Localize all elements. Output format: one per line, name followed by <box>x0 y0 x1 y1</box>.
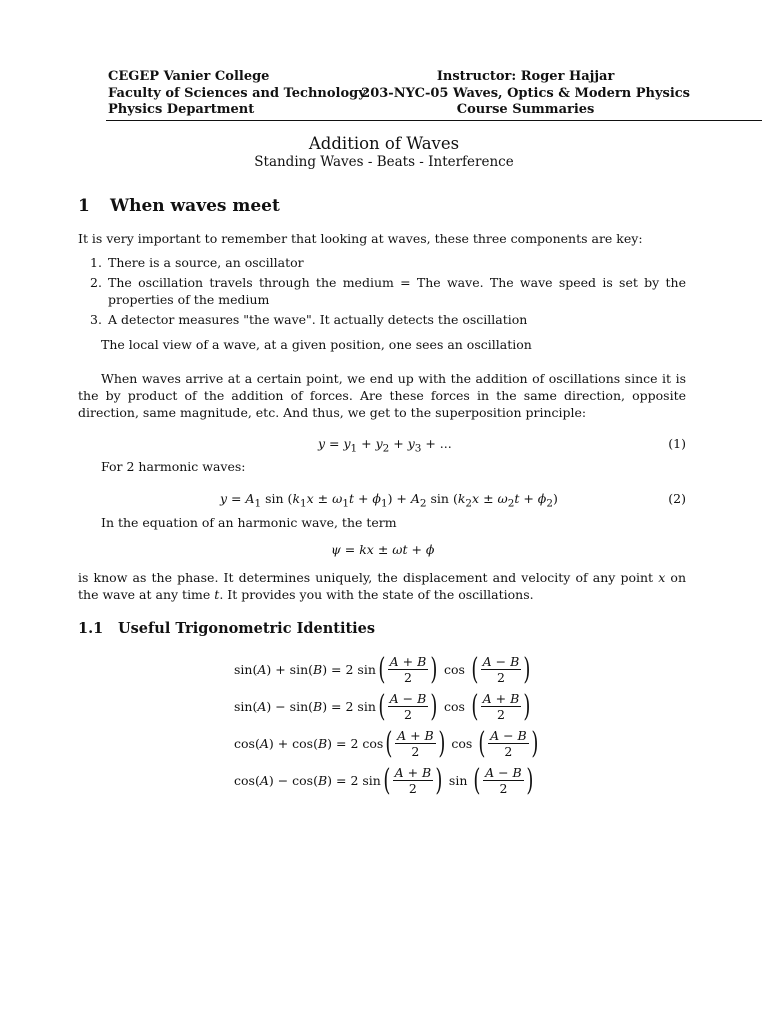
section-number: 1 <box>78 196 90 216</box>
department-name: Physics Department <box>108 102 255 117</box>
college-name: CEGEP Vanier College <box>108 69 270 84</box>
list-text: The oscillation travels through the medium = The wave. The wave speed is set by the properties of the medium <box>108 275 686 307</box>
equation-phase: ψ = kx ± ωt + ϕ <box>331 542 435 557</box>
section-heading <box>78 196 280 216</box>
phase-text: . It provides you with the state of the oscillations. <box>219 587 534 602</box>
trig-identity: cos(A) − cos(B) = 2 sin( $\frac{A + B}{2}$ ) sin ( $\frac{A - B}{2}$ ) <box>234 762 534 798</box>
list-text: There is a source, an oscillator <box>108 255 304 270</box>
equation-superposition: $y = y_1 + y_2 + y_3$ + ... <box>318 436 452 455</box>
subsection-heading <box>78 620 375 637</box>
phase-text: on the <box>78 570 686 602</box>
list-text: A detector measures "the wave". It actually detects the oscillation <box>108 312 528 327</box>
course-code: 203-NYC-05 Waves, Optics & Modern Physics <box>361 85 690 101</box>
instructor-name: Instructor: Roger Hajjar <box>436 69 615 84</box>
document-title: Addition of Waves <box>308 134 460 153</box>
phase-text: is know as the phase. It determines uniquely, the displacement and velocity of any point <box>78 570 654 585</box>
list-item <box>90 254 686 271</box>
faculty-name: Faculty of Sciences and Technology <box>108 85 366 101</box>
intro-text: It is very important to remember that looking at waves, these three components are key: <box>78 231 643 246</box>
list-number: 2. <box>90 275 102 290</box>
trig-identity: cos(A) + cos(B) = 2 cos( $\frac{A + B}{2}$ ) cos ( $\frac{A - B}{2}$ ) <box>234 725 539 761</box>
section-title: When waves meet <box>110 196 280 216</box>
header-left <box>108 69 366 119</box>
header-rule <box>106 120 762 121</box>
phase-text: wave at any time <box>102 587 211 602</box>
list-number: 1. <box>90 255 102 270</box>
equation-number: (2) <box>668 491 686 506</box>
document-subtitle: Standing Waves - Beats - Interference <box>254 154 514 170</box>
list-number: 3. <box>90 312 102 327</box>
list-item <box>90 274 686 307</box>
header-right <box>361 69 690 119</box>
trig-identity: sin(A) − sin(B) = 2 sin( $\frac{A - B}{2}$ ) cos ( $\frac{A + B}{2}$ ) <box>234 688 531 724</box>
equation-two-waves: $y = A_1$ $\sin (k_1x \pm \omega_1t + \phi_1) + A_2$ $\sin (k_2x \pm \omega_2t + \phi_2)$ <box>220 491 558 510</box>
list-item <box>90 311 686 328</box>
local-view-text: The local view of a wave, at a given position, one sees an oscillation <box>101 337 532 352</box>
two-waves-text: For 2 harmonic waves: <box>101 459 246 474</box>
subsection-title: Useful Trigonometric Identities <box>118 620 376 637</box>
trig-identity: sin(A) + sin(B) = 2 sin( $\frac{A + B}{2}$ ) cos ( $\frac{A - B}{2}$ ) <box>234 651 531 687</box>
superposition-paragraph: When waves arrive at a certain point, we end up with the addition of oscillations since it is the by product of the addition of forces. Are these forces in the same direction, opposite direction, same magnitude, etc. And thus, we get to the superposition principle: <box>78 371 686 420</box>
equation-number: (1) <box>668 436 686 451</box>
subsection-number: 1.1 <box>78 620 104 637</box>
doc-type: Course Summaries <box>456 102 595 117</box>
harmonic-term-text: In the equation of an harmonic wave, the term <box>101 515 397 530</box>
phase-paragraph: is know as the phase. It determines uniquely, the displacement and velocity of any point x on the wave at any time t. It provides you with the state of the oscillations. <box>78 570 686 602</box>
